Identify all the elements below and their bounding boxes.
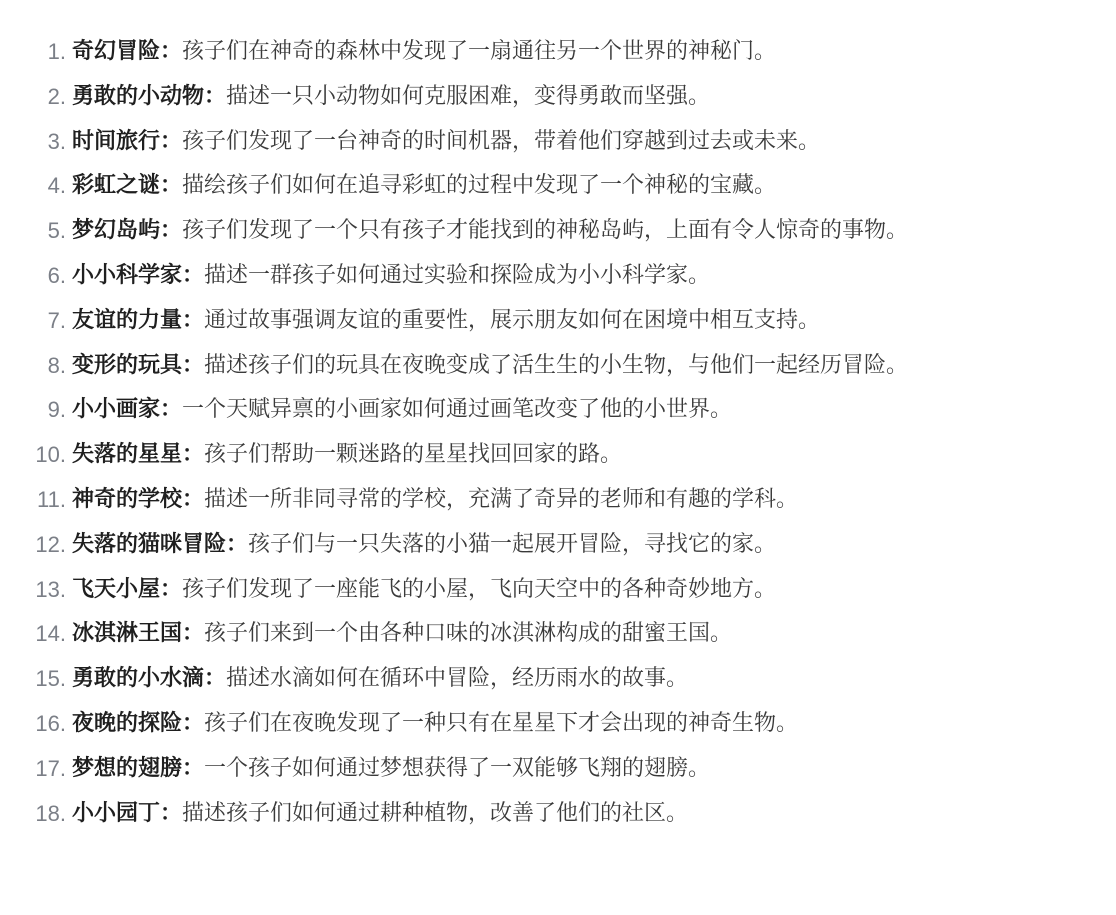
list-item-number: 18. bbox=[35, 800, 66, 826]
list-item-body bbox=[72, 30, 1002, 75]
story-description: 孩子们帮助一颗迷路的星星找回回家的路。 bbox=[204, 442, 623, 468]
story-description: 孩子们发现了一个只有孩子才能找到的神秘岛屿，上面有令人惊奇的事物。 bbox=[182, 218, 909, 244]
list-item-body bbox=[72, 254, 1002, 299]
story-description: 孩子们在夜晚发现了一种只有在星星下才会出现的神奇生物。 bbox=[204, 710, 799, 736]
list-item-body bbox=[72, 747, 1002, 792]
list-item-number: 13. bbox=[35, 576, 66, 602]
list-item-body bbox=[72, 433, 1002, 478]
story-title: 失落的星星： bbox=[72, 442, 205, 468]
list-item bbox=[0, 568, 1040, 613]
story-title: 梦想的翅膀： bbox=[72, 755, 205, 781]
list-item bbox=[0, 702, 1040, 747]
list-item-body bbox=[72, 612, 1002, 657]
list-item-number: 3. bbox=[47, 128, 66, 154]
list-item-number: 17. bbox=[35, 755, 66, 781]
story-description: 描述一只小动物如何克服困难，变得勇敢而坚强。 bbox=[226, 83, 711, 109]
list-item-body bbox=[72, 478, 1002, 523]
list-item bbox=[0, 299, 1040, 344]
list-item-number: 8. bbox=[47, 352, 66, 378]
story-description: 描述水滴如何在循环中冒险，经历雨水的故事。 bbox=[226, 666, 689, 692]
story-title: 变形的玩具： bbox=[72, 352, 205, 378]
list-item bbox=[0, 344, 1040, 389]
list-item-number: 14. bbox=[35, 621, 66, 647]
story-title: 友谊的力量： bbox=[72, 307, 205, 333]
list-item-body bbox=[72, 792, 1002, 837]
list-item bbox=[0, 254, 1040, 299]
story-title: 飞天小屋： bbox=[72, 576, 183, 602]
story-description: 一个孩子如何通过梦想获得了一双能够飞翔的翅膀。 bbox=[204, 755, 711, 781]
list-item bbox=[0, 523, 1040, 568]
story-title: 小小科学家： bbox=[72, 262, 205, 288]
list-item-body bbox=[72, 568, 1002, 613]
story-title: 时间旅行： bbox=[72, 128, 183, 154]
list-item bbox=[0, 164, 1040, 209]
list-item bbox=[0, 747, 1040, 792]
list-item-body bbox=[72, 299, 1002, 344]
list-item-body bbox=[72, 75, 1002, 120]
story-description: 描述一所非同寻常的学校，充满了奇异的老师和有趣的学科。 bbox=[204, 486, 799, 512]
list-item bbox=[0, 75, 1040, 120]
list-item bbox=[0, 30, 1040, 75]
story-title: 小小画家： bbox=[72, 397, 183, 423]
list-item-body bbox=[72, 702, 1002, 747]
story-title: 奇幻冒险： bbox=[72, 39, 183, 64]
story-title: 神奇的学校： bbox=[72, 486, 205, 512]
list-item-number: 16. bbox=[35, 710, 66, 736]
list-item-number: 1. bbox=[47, 39, 66, 64]
story-title: 勇敢的小水滴： bbox=[72, 666, 227, 692]
list-item-number: 15. bbox=[35, 666, 66, 692]
list-item bbox=[0, 657, 1040, 702]
story-description: 孩子们来到一个由各种口味的冰淇淋构成的甜蜜王国。 bbox=[204, 621, 733, 647]
story-description: 孩子们发现了一台神奇的时间机器，带着他们穿越到过去或未来。 bbox=[182, 128, 821, 154]
story-description: 描绘孩子们如何在追寻彩虹的过程中发现了一个神秘的宝藏。 bbox=[182, 173, 777, 199]
list-item bbox=[0, 120, 1040, 165]
list-item bbox=[0, 388, 1040, 433]
story-description: 孩子们在神奇的森林中发现了一扇通往另一个世界的神秘门。 bbox=[182, 39, 777, 64]
story-title: 夜晚的探险： bbox=[72, 710, 205, 736]
story-title: 勇敢的小动物： bbox=[72, 83, 227, 109]
story-title: 失落的猫咪冒险： bbox=[72, 531, 249, 557]
story-description: 一个天赋异禀的小画家如何通过画笔改变了他的小世界。 bbox=[182, 397, 733, 423]
list-item-number: 12. bbox=[35, 531, 66, 557]
list-item-body bbox=[72, 209, 1002, 254]
list-item bbox=[0, 792, 1040, 837]
story-description: 描述孩子们如何通过耕种植物，改善了他们的社区。 bbox=[182, 800, 689, 826]
story-description: 通过故事强调友谊的重要性，展示朋友如何在困境中相互支持。 bbox=[204, 307, 821, 333]
list-item-body bbox=[72, 344, 1002, 389]
story-title: 彩虹之谜： bbox=[72, 173, 183, 199]
list-item-number: 11. bbox=[37, 486, 66, 512]
list-item-number: 5. bbox=[47, 218, 66, 244]
story-idea-list bbox=[0, 30, 1040, 836]
story-description: 描述一群孩子如何通过实验和探险成为小小科学家。 bbox=[204, 262, 711, 288]
list-item-body bbox=[72, 523, 1002, 568]
list-item-number: 2. bbox=[47, 83, 66, 109]
list-item-number: 10. bbox=[35, 442, 66, 468]
story-title: 冰淇淋王国： bbox=[72, 621, 205, 647]
list-item bbox=[0, 433, 1040, 478]
list-item-body bbox=[72, 164, 1002, 209]
list-item bbox=[0, 478, 1040, 523]
story-title: 梦幻岛屿： bbox=[72, 218, 183, 244]
list-item-body bbox=[72, 657, 1002, 702]
list-item-number: 7. bbox=[47, 307, 66, 333]
list-item-body bbox=[72, 388, 1002, 433]
story-description: 描述孩子们的玩具在夜晚变成了活生生的小生物，与他们一起经历冒险。 bbox=[204, 352, 909, 378]
list-item-body bbox=[72, 120, 1002, 165]
list-item-number: 4. bbox=[47, 173, 66, 199]
list-item bbox=[0, 209, 1040, 254]
list-item bbox=[0, 612, 1040, 657]
story-description: 孩子们发现了一座能飞的小屋，飞向天空中的各种奇妙地方。 bbox=[182, 576, 777, 602]
story-description: 孩子们与一只失落的小猫一起展开冒险，寻找它的家。 bbox=[248, 531, 777, 557]
story-title: 小小园丁： bbox=[72, 800, 183, 826]
list-item-number: 6. bbox=[47, 262, 66, 288]
list-item-number: 9. bbox=[47, 397, 66, 423]
